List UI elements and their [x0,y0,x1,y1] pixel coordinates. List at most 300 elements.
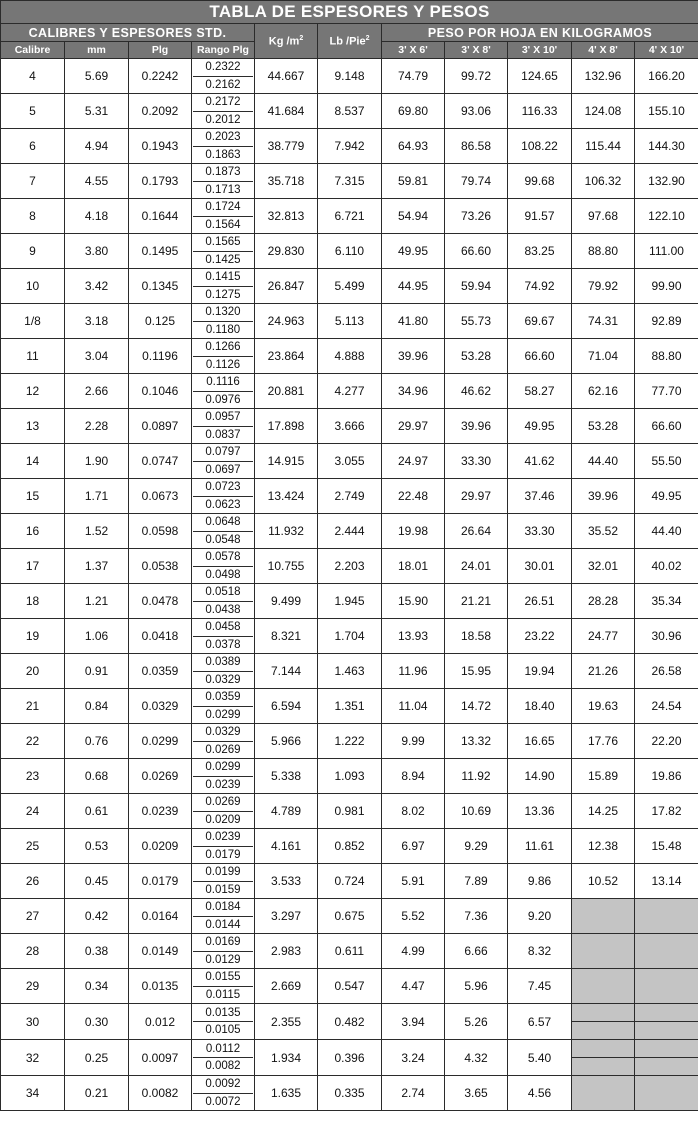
cell-weight-4x10: 122.10 [635,199,698,234]
rango-pair [192,199,254,233]
cell-mm: 0.42 [65,899,129,934]
cell-weight-3x10: 23.22 [508,619,572,654]
cell-weight-3x8: 59.94 [445,269,508,304]
cell-rango [192,619,255,654]
table-row [1,1076,698,1111]
cell-plg: 0.1196 [129,339,192,374]
cell-calibre: 32 [1,1040,65,1076]
cell-weight-3x10: 69.67 [508,304,572,339]
cell-weight-3x6: 59.81 [382,164,445,199]
cell-kg-m2: 13.424 [255,479,318,514]
cell-empty-4x8 [572,969,635,1004]
cell-empty-4x10 [635,934,698,969]
col-header-rango: Rango Plg [192,42,255,59]
cell-weight-3x8: 4.32 [445,1040,508,1076]
cell-lb-ft2: 2.444 [318,514,382,549]
cell-mm: 0.34 [65,969,129,1004]
cell-weight-3x10: 37.46 [508,479,572,514]
cell-weight-3x6: 5.52 [382,899,445,934]
cell-weight-3x6: 6.97 [382,829,445,864]
cell-calibre: 13 [1,409,65,444]
table-row [1,514,698,549]
cell-calibre: 4 [1,59,65,94]
rango-max: 0.1724 [193,199,253,217]
cell-weight-3x8: 29.97 [445,479,508,514]
table-row [1,409,698,444]
cell-weight-3x10: 66.60 [508,339,572,374]
cell-rango [192,724,255,759]
table-row [1,969,698,1004]
cell-calibre: 1/8 [1,304,65,339]
cell-calibre: 25 [1,829,65,864]
cell-calibre: 14 [1,444,65,479]
rango-max: 0.1320 [193,304,253,322]
cell-weight-3x8: 13.32 [445,724,508,759]
cell-rango [192,584,255,619]
cell-weight-4x8: 115.44 [572,129,635,164]
rango-min: 0.0378 [205,638,241,651]
table-row [1,1004,698,1040]
cell-plg: 0.0418 [129,619,192,654]
cell-lb-ft2: 0.335 [318,1076,382,1111]
cell-lb-ft2: 3.055 [318,444,382,479]
rango-min: 0.0269 [205,743,241,756]
cell-weight-3x8: 93.06 [445,94,508,129]
cell-rango [192,479,255,514]
rango-max: 0.0797 [193,444,253,462]
cell-weight-3x8: 46.62 [445,374,508,409]
cell-calibre: 28 [1,934,65,969]
cell-kg-m2: 2.983 [255,934,318,969]
rango-max: 0.0184 [193,899,253,917]
cell-weight-4x10: 49.95 [635,479,698,514]
cell-weight-4x10: 15.48 [635,829,698,864]
rango-min: 0.1425 [205,253,241,266]
cell-rango [192,304,255,339]
rango-max: 0.2023 [193,129,253,147]
cell-kg-m2: 26.847 [255,269,318,304]
cell-calibre: 6 [1,129,65,164]
rango-pair [192,724,254,758]
rango-min: 0.0697 [205,463,241,476]
cell-rango [192,1004,255,1040]
cell-plg: 0.1793 [129,164,192,199]
cell-mm: 1.06 [65,619,129,654]
cell-calibre: 26 [1,864,65,899]
rango-min: 0.1275 [205,288,241,301]
cell-lb-ft2: 0.724 [318,864,382,899]
cell-kg-m2: 2.669 [255,969,318,1004]
cell-weight-3x10: 7.45 [508,969,572,1004]
cell-rango [192,654,255,689]
rango-pair [192,304,254,338]
rango-min: 0.0976 [205,393,241,406]
cell-calibre: 16 [1,514,65,549]
table-row [1,94,698,129]
rango-min: 0.0299 [205,708,241,721]
cell-empty-4x8 [572,1076,635,1111]
cell-empty-4x8 [572,899,635,934]
cell-weight-4x10: 111.00 [635,234,698,269]
rango-min: 0.1126 [205,358,241,371]
cell-weight-3x6: 9.99 [382,724,445,759]
cell-kg-m2: 10.755 [255,549,318,584]
cell-weight-4x8: 39.96 [572,479,635,514]
cell-lb-ft2: 6.721 [318,199,382,234]
cell-kg-m2: 29.830 [255,234,318,269]
table-row [1,129,698,164]
cell-weight-3x10: 41.62 [508,444,572,479]
cell-weight-3x8: 55.73 [445,304,508,339]
cell-mm: 0.84 [65,689,129,724]
cell-weight-3x10: 14.90 [508,759,572,794]
cell-weight-3x10: 124.65 [508,59,572,94]
rango-min: 0.0115 [205,988,241,1001]
cell-rango [192,794,255,829]
cell-weight-3x10: 108.22 [508,129,572,164]
cell-weight-3x6: 13.93 [382,619,445,654]
cell-mm: 1.21 [65,584,129,619]
col-header-plg: Plg [129,42,192,59]
rango-min: 0.0179 [205,848,241,861]
cell-mm: 5.31 [65,94,129,129]
col-header-size-4x10: 4' X 10' [635,42,698,59]
cell-weight-3x10: 6.57 [508,1004,572,1040]
table-row [1,584,698,619]
cell-rango [192,1076,255,1111]
cell-lb-ft2: 0.396 [318,1040,382,1076]
rango-min: 0.0329 [205,673,241,686]
cell-plg: 0.2242 [129,59,192,94]
cell-rango [192,1040,255,1076]
cell-weight-3x10: 58.27 [508,374,572,409]
cell-weight-3x6: 11.96 [382,654,445,689]
cell-kg-m2: 24.963 [255,304,318,339]
rango-max: 0.0299 [193,759,253,777]
cell-kg-m2: 8.321 [255,619,318,654]
rango-min: 0.0438 [205,603,241,616]
cell-calibre: 17 [1,549,65,584]
rango-pair [192,339,254,373]
cell-rango [192,549,255,584]
cell-weight-4x10: 22.20 [635,724,698,759]
cell-mm: 5.69 [65,59,129,94]
cell-weight-4x8: 21.26 [572,654,635,689]
rango-pair [192,1076,254,1110]
cell-weight-4x8: 35.52 [572,514,635,549]
cell-kg-m2: 1.635 [255,1076,318,1111]
cell-plg: 0.0478 [129,584,192,619]
rango-max: 0.0957 [193,409,253,427]
cell-calibre: 27 [1,899,65,934]
cell-weight-4x8: 74.31 [572,304,635,339]
cell-plg: 0.0097 [129,1040,192,1076]
cell-rango [192,689,255,724]
cell-weight-4x10: 77.70 [635,374,698,409]
cell-weight-3x6: 39.96 [382,339,445,374]
cell-weight-3x6: 11.04 [382,689,445,724]
cell-rango [192,129,255,164]
col-header-size-4x8: 4' X 8' [572,42,635,59]
cell-weight-3x6: 2.74 [382,1076,445,1111]
cell-weight-3x6: 22.48 [382,479,445,514]
rango-pair [192,374,254,408]
cell-rango [192,829,255,864]
cell-plg: 0.0179 [129,864,192,899]
cell-rango [192,269,255,304]
cell-weight-4x10: 155.10 [635,94,698,129]
cell-calibre: 20 [1,654,65,689]
cell-rango [192,759,255,794]
rango-max: 0.2172 [193,94,253,112]
cell-weight-3x8: 9.29 [445,829,508,864]
cell-mm: 1.71 [65,479,129,514]
cell-weight-4x10: 55.50 [635,444,698,479]
rango-pair [192,1041,254,1075]
cell-calibre: 21 [1,689,65,724]
cell-mm: 0.21 [65,1076,129,1111]
cell-mm: 1.52 [65,514,129,549]
rango-max: 0.0389 [193,654,253,672]
table-row [1,199,698,234]
cell-rango [192,409,255,444]
cell-weight-4x10: 88.80 [635,339,698,374]
cell-empty-4x10 [635,969,698,1004]
cell-weight-3x10: 83.25 [508,234,572,269]
rango-pair [192,164,254,198]
cell-weight-3x6: 8.02 [382,794,445,829]
cell-plg: 0.0135 [129,969,192,1004]
cell-weight-4x8: 124.08 [572,94,635,129]
rango-max: 0.0269 [193,794,253,812]
rango-pair [192,549,254,583]
rango-min: 0.0082 [205,1060,241,1073]
rango-min: 0.0623 [205,498,241,511]
cell-weight-3x8: 26.64 [445,514,508,549]
cell-lb-ft2: 9.148 [318,59,382,94]
cell-rango [192,444,255,479]
cell-rango [192,374,255,409]
cell-kg-m2: 1.934 [255,1040,318,1076]
rango-max: 0.0199 [193,864,253,882]
cell-weight-3x10: 13.36 [508,794,572,829]
cell-weight-3x8: 24.01 [445,549,508,584]
rango-pair [192,59,254,93]
cell-weight-4x10: 144.30 [635,129,698,164]
table-row [1,234,698,269]
cell-plg: 0.0747 [129,444,192,479]
cell-weight-3x10: 9.20 [508,899,572,934]
cell-weight-3x10: 19.94 [508,654,572,689]
cell-weight-4x10: 132.90 [635,164,698,199]
cell-plg: 0.0082 [129,1076,192,1111]
table-row [1,549,698,584]
table-row [1,864,698,899]
col-header-lb-ft2: Lb /Pie$^2$ [318,24,382,59]
cell-lb-ft2: 5.499 [318,269,382,304]
cell-empty-4x8 [572,934,635,969]
cell-kg-m2: 9.499 [255,584,318,619]
cell-rango [192,864,255,899]
table-row [1,689,698,724]
cell-mm: 0.68 [65,759,129,794]
cell-lb-ft2: 1.704 [318,619,382,654]
cell-calibre: 18 [1,584,65,619]
cell-weight-3x6: 15.90 [382,584,445,619]
cell-weight-3x8: 10.69 [445,794,508,829]
cell-rango [192,969,255,1004]
cell-kg-m2: 7.144 [255,654,318,689]
cell-weight-3x6: 3.24 [382,1040,445,1076]
cell-kg-m2: 32.813 [255,199,318,234]
cell-plg: 0.0329 [129,689,192,724]
col-header-calibre: Calibre [1,42,65,59]
rango-pair [192,969,254,1003]
cell-lb-ft2: 2.203 [318,549,382,584]
cell-weight-3x10: 26.51 [508,584,572,619]
rango-min: 0.0498 [205,568,241,581]
table-row [1,1040,698,1076]
cell-lb-ft2: 0.547 [318,969,382,1004]
cell-calibre: 29 [1,969,65,1004]
cell-weight-4x8: 71.04 [572,339,635,374]
cell-plg: 0.125 [129,304,192,339]
cell-weight-3x8: 53.28 [445,339,508,374]
table-row [1,304,698,339]
cell-calibre: 24 [1,794,65,829]
cell-weight-3x6: 49.95 [382,234,445,269]
cell-mm: 0.61 [65,794,129,829]
table-row [1,829,698,864]
cell-weight-3x8: 18.58 [445,619,508,654]
cell-weight-4x10: 35.34 [635,584,698,619]
cell-kg-m2: 5.338 [255,759,318,794]
cell-weight-4x8: 44.40 [572,444,635,479]
cell-weight-4x8: 62.16 [572,374,635,409]
rango-min: 0.0072 [205,1095,241,1108]
rango-pair [192,479,254,513]
cell-weight-3x8: 5.96 [445,969,508,1004]
rango-pair [192,514,254,548]
rango-pair [192,934,254,968]
rango-max: 0.0239 [193,829,253,847]
cell-lb-ft2: 6.110 [318,234,382,269]
cell-weight-4x8: 10.52 [572,864,635,899]
cell-plg: 0.0538 [129,549,192,584]
cell-mm: 2.66 [65,374,129,409]
rango-max: 0.2322 [193,59,253,77]
cell-weight-3x8: 66.60 [445,234,508,269]
rango-pair [192,899,254,933]
rango-pair [192,829,254,863]
cell-rango [192,899,255,934]
cell-lb-ft2: 1.351 [318,689,382,724]
cell-weight-4x8: 106.32 [572,164,635,199]
cell-lb-ft2: 0.852 [318,829,382,864]
cell-weight-3x8: 14.72 [445,689,508,724]
cell-weight-4x8: 79.92 [572,269,635,304]
cell-weight-3x6: 19.98 [382,514,445,549]
cell-kg-m2: 3.533 [255,864,318,899]
cell-weight-4x8: 53.28 [572,409,635,444]
table-row [1,444,698,479]
rango-max: 0.0092 [193,1076,253,1094]
cell-calibre: 11 [1,339,65,374]
cell-weight-3x8: 86.58 [445,129,508,164]
rango-min: 0.0105 [205,1024,241,1037]
cell-kg-m2: 44.667 [255,59,318,94]
cell-kg-m2: 2.355 [255,1004,318,1040]
cell-plg: 0.0897 [129,409,192,444]
col-header-kg-m2: Kg $/m^2$ [255,24,318,59]
cell-weight-4x10: 40.02 [635,549,698,584]
cell-plg: 0.0209 [129,829,192,864]
table-row [1,899,698,934]
cell-mm: 0.25 [65,1040,129,1076]
rango-pair [192,129,254,163]
rango-min: 0.1713 [205,183,241,196]
cell-mm: 3.80 [65,234,129,269]
cell-kg-m2: 4.161 [255,829,318,864]
cell-weight-3x10: 18.40 [508,689,572,724]
cell-plg: 0.0673 [129,479,192,514]
cell-empty-4x8 [572,1040,635,1076]
cell-lb-ft2: 1.093 [318,759,382,794]
cell-weight-3x8: 79.74 [445,164,508,199]
cell-calibre: 22 [1,724,65,759]
cell-lb-ft2: 1.463 [318,654,382,689]
cell-weight-4x10: 44.40 [635,514,698,549]
cell-plg: 0.1345 [129,269,192,304]
cell-plg: 0.0359 [129,654,192,689]
cell-mm: 4.55 [65,164,129,199]
cell-kg-m2: 5.966 [255,724,318,759]
cell-plg: 0.0239 [129,794,192,829]
rango-max: 0.0723 [193,479,253,497]
cell-mm: 4.18 [65,199,129,234]
cell-mm: 1.37 [65,549,129,584]
rango-min: 0.0239 [205,778,241,791]
cell-weight-3x8: 3.65 [445,1076,508,1111]
rango-max: 0.0458 [193,619,253,637]
rango-max: 0.0648 [193,514,253,532]
cell-weight-3x10: 4.56 [508,1076,572,1111]
cell-weight-3x10: 11.61 [508,829,572,864]
cell-weight-4x10: 19.86 [635,759,698,794]
rango-min: 0.0129 [205,953,241,966]
rango-min: 0.1564 [205,218,241,231]
table-row [1,374,698,409]
cell-rango [192,59,255,94]
cell-mm: 0.30 [65,1004,129,1040]
cell-plg: 0.1046 [129,374,192,409]
cell-weight-4x8: 24.77 [572,619,635,654]
cell-lb-ft2: 0.675 [318,899,382,934]
rango-pair [192,584,254,618]
cell-empty-4x8 [572,1004,635,1040]
cell-rango [192,164,255,199]
cell-mm: 0.45 [65,864,129,899]
rango-min: 0.0159 [205,883,241,896]
cell-empty-4x10 [635,1040,698,1076]
rango-max: 0.1266 [193,339,253,357]
rango-max: 0.1565 [193,234,253,252]
cell-kg-m2: 17.898 [255,409,318,444]
col-header-size-3x6: 3' X 6' [382,42,445,59]
cell-kg-m2: 20.881 [255,374,318,409]
cell-plg: 0.1644 [129,199,192,234]
cell-calibre: 5 [1,94,65,129]
